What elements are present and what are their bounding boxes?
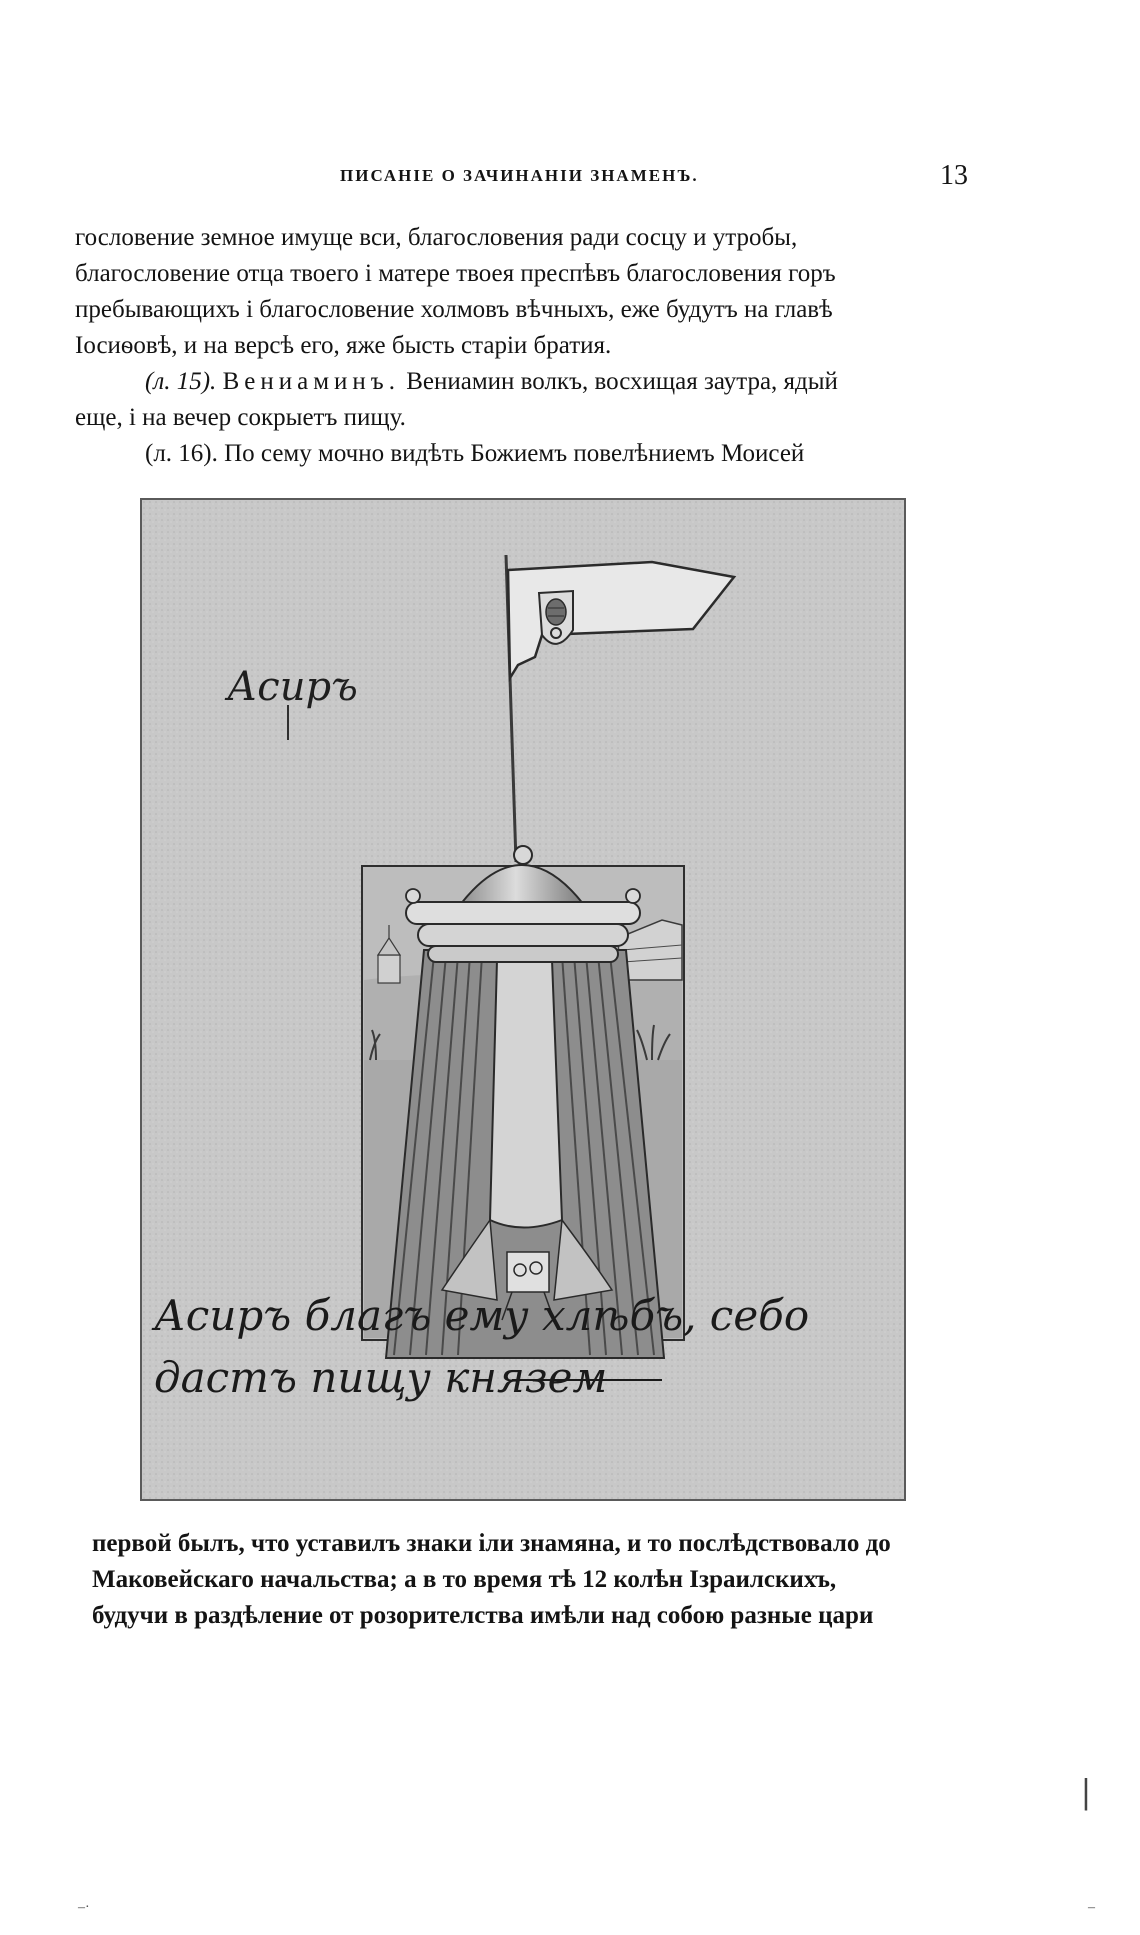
paragraph-benjamin	[75, 364, 971, 400]
paragraph-moses: (л. 16). По сему мочно видѣть Божиемъ повелѣниемъ Моисей	[145, 440, 805, 467]
text-line: первой былъ, что уставилъ знаки іли знамяна, и то послѣдствовало до	[92, 1530, 891, 1557]
text-line: еще, і на вечер сокрыетъ пищу.	[75, 404, 406, 431]
text-line: будучи в раздѣление от розорителства имѣли над собою разные цари	[92, 1602, 874, 1629]
page-number: 13	[940, 160, 968, 191]
text-line: Маковейскаго начальства; а в то время тѣ 12 колѣн Ізраилскихъ,	[92, 1566, 837, 1593]
folio-reference: (л. 15).	[145, 368, 217, 395]
text-line: пребывающихъ і благословение холмовъ вѣчныхъ, еже будутъ на главѣ	[75, 296, 833, 323]
text-line: благословение отца твоего і матере твоея преспѣвъ благословения горъ	[75, 260, 836, 287]
tribe-name: Вениаминъ.	[222, 368, 400, 395]
illustration-drawing	[142, 500, 906, 1501]
text-segment: Вениамин волкъ, восхищая заутра, ядый	[399, 368, 838, 395]
print-speck: –	[1088, 1900, 1095, 1915]
running-title: ПИСАНІЕ О ЗАЧИНАНІИ ЗНАМЕНЪ.	[340, 166, 699, 185]
figure-caption-line-2: дастъ пищу князем	[154, 1353, 608, 1402]
text-line: Іосиѳовѣ, и на версѣ его, яже бысть старіи братия.	[75, 332, 612, 359]
body-text-bottom	[92, 1526, 972, 1634]
illustration-asher-banner	[140, 498, 906, 1501]
print-mark: |	[1082, 1771, 1090, 1811]
figure-name-label: Асиръ	[227, 664, 358, 710]
figure-caption-line-1: Асиръ благъ ему хлѣбъ, себо	[154, 1291, 810, 1340]
text-line: гословение земное имуще вси, благословения ради сосцу и утробы,	[75, 224, 798, 251]
print-speck: –·	[78, 1900, 90, 1915]
body-text-top	[75, 220, 971, 472]
